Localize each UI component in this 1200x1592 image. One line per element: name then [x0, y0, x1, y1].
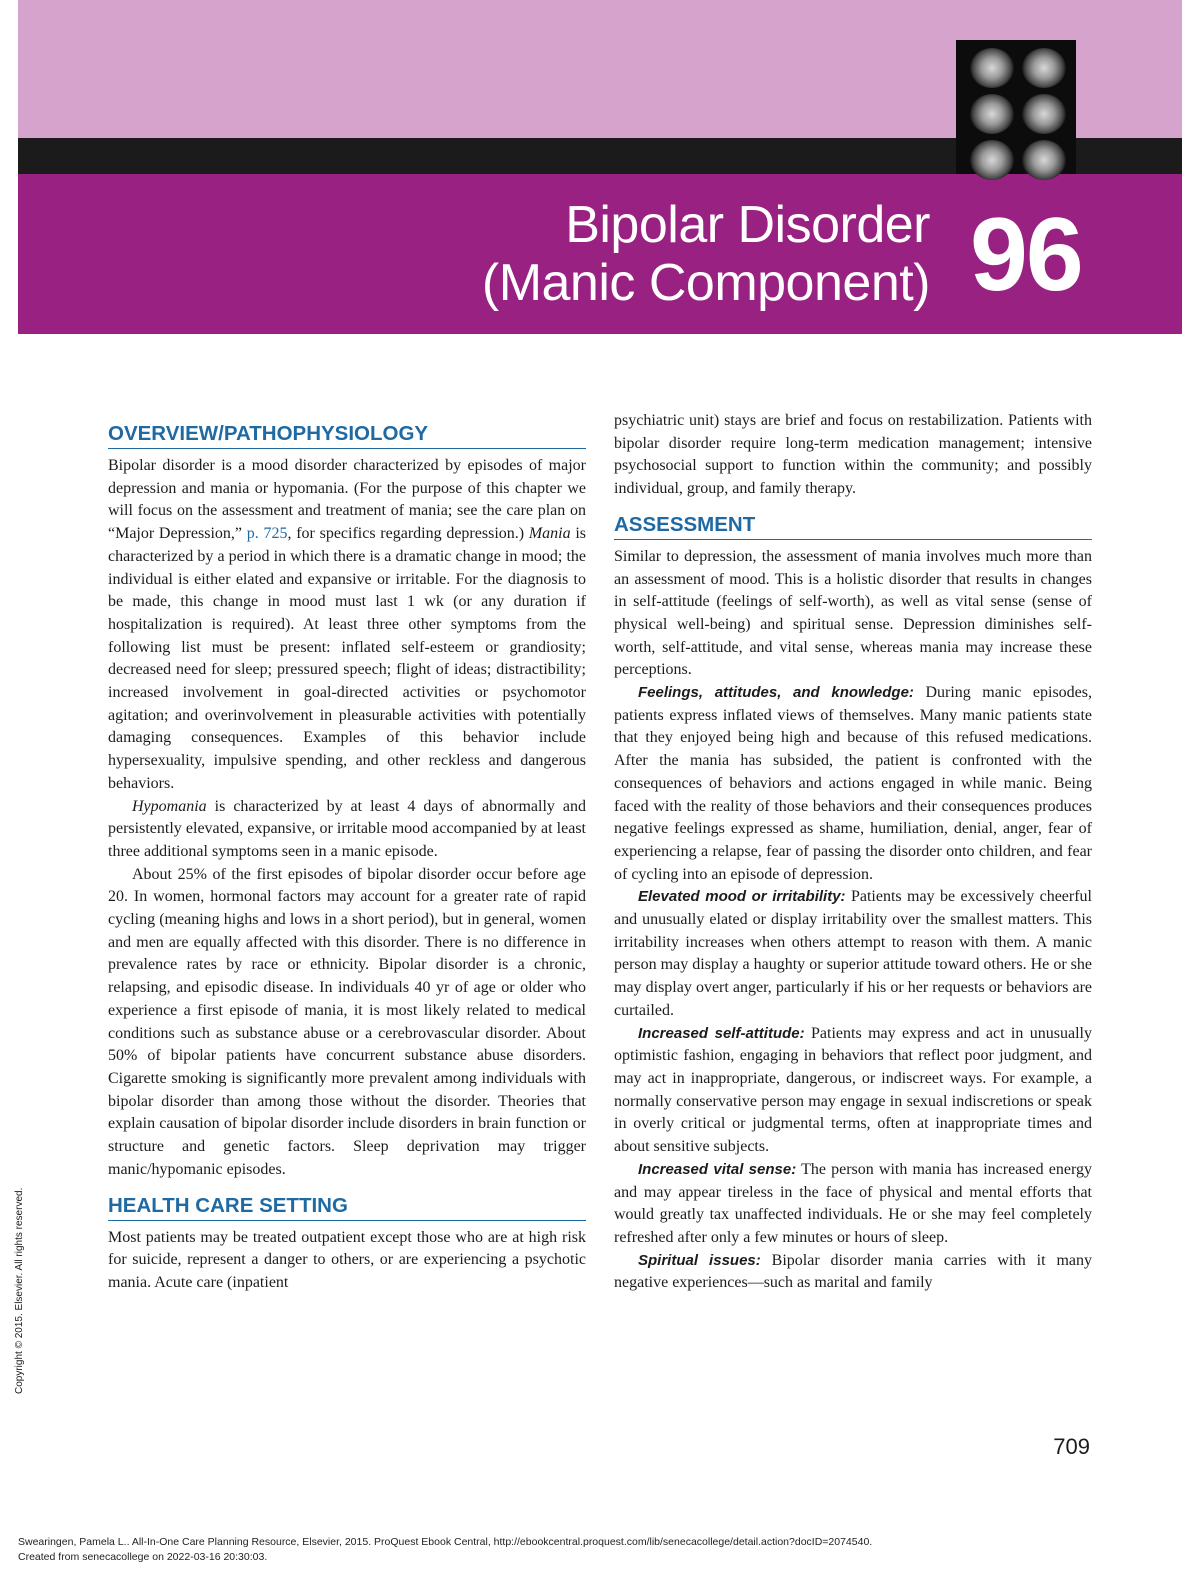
assessment-item: Spiritual issues: Bipolar disorder mania carries with it many negative experiences—such as marital and family [614, 1251, 1093, 1292]
copyright-notice: Copyright © 2015. Elsevier. All rights reserved. [14, 1187, 25, 1394]
overview-heading: OVERVIEW/PATHOPHYSIOLOGY [108, 422, 586, 449]
footer-created: Created from senecacollege on 2022-03-16 20:30:03. [18, 1551, 268, 1563]
assessment-item: Feelings, attitudes, and knowledge: During manic episodes, patients express inflated views of themselves. Many manic patients state that they enjoyed being high and because of this refused medications. After the mania has subsided, the patient is confronted with the consequences of behaviors and actions engaged in while manic. Being faced with the reality of those behaviors and their consequences produces negative feelings expressed as shame, humiliation, denial, anger, fear of experiencing a relapse, fear of passing the disorder onto children, and fear of cycling into an episode of depression. [614, 684, 1092, 883]
right-column [614, 410, 1092, 1295]
chapter-title [482, 196, 930, 312]
page-number: 709 [1053, 1434, 1090, 1459]
health-care-setting-heading: HEALTH CARE SETTING [108, 1194, 586, 1221]
chapter-title-line2: (Manic Component) [481, 254, 930, 312]
assessment-heading: ASSESSMENT [614, 513, 1092, 540]
left-column [108, 422, 586, 1295]
assessment-item: Elevated mood or irritability: Patients may be excessively cheerful and unusually elated or display irritability over the smallest matters. This irritability increases when others attempt to reason with them. A manic person may display a haughty or superior attitude toward others. He or she may display overt anger, particularly if his or her requests or behaviors are curtailed. [614, 888, 1093, 1019]
overview-paragraph-1: Bipolar disorder is a mood disorder characterized by episodes of major depression and mania or hypomania. (For the purpose of this chapter we will focus on the assessment and treatment of mania; see the care plan on “Major Depression,” p. 725, for specifics regarding depression.) Mania is characterized by a period in which there is a dramatic change in mood; the individual is either elated and expansive or irritable. For the diagnosis to be made, this change in mood must last 1 wk (or any duration if hospitalization is required). At least three other symptoms from the following list must be present: inflated self-esteem or grandiosity; decreased need for sleep; pressured speech; flight of ideas; distractibility; increased involvement in goal-directed activities or psychomotor agitation; and overinvolvement in pleasurable activities with potentially damaging consequences. Examples of this behavior include hypersexuality, impulsive spending, and other reckless and dangerous behaviors. [108, 457, 587, 792]
assessment-intro: Similar to depression, the assessment of mania involves much more than an assessment of mood. This is a holistic disorder that results in changes in self-attitude (feelings of self-worth), as well as vital sense (sense of physical well-being) and spiritual sense. Depression diminishes self-worth, self-attitude, and vital sense, whereas mania may increase these perceptions. [614, 547, 1092, 679]
overview-paragraph-3: About 25% of the first episodes of bipolar disorder occur before age 20. In women, hormonal factors may account for a greater rate of rapid cycling (meaning highs and lows in a short period), but in general, women and men are equally affected with this disorder. There is no difference in prevalence rates by race or ethnicity. Bipolar disorder is a chronic, relapsing, and episodic disease. In individuals 40 yr of age or older who experience a first episode of mania, it is most likely related to medical conditions such as substance abuse or a cerebrovascular disorder. About 50% of bipolar patients have concurrent substance abuse disorders. Cigarette smoking is significantly more prevalent among individuals with bipolar disorder than among those without the disorder. Theories that explain causation of bipolar disorder include disorders in brain function or structure and genetic factors. Sleep deprivation may trigger manic/hypomanic episodes. [108, 865, 586, 1178]
assessment-item: Increased vital sense: The person with mania has increased energy and may appear tireless in the face of physical and mental efforts that would greatly tax unaffected individuals. He or she may feel completely refreshed after only a few minutes or hours of sleep. [614, 1160, 1092, 1246]
brain-scan-image [956, 40, 1076, 174]
footer [18, 1535, 872, 1565]
assessment-item: Increased self-attitude: Patients may express and act in unusually optimistic fashion, engaging in behaviors that reflect poor judgment, and may act in inappropriate, dangerous, or indiscreet ways. For example, a normally conservative person may engage in sexual indiscretions or speak in overly critical or judgmental terms, often at inappropriate times and about sensitive subjects. [614, 1024, 1092, 1156]
footer-citation: Swearingen, Pamela L.. All-In-One Care Planning Resource, Elsevier, 2015. ProQuest Ebook Central, http://ebookcentral.proquest.com/lib/senecacollege/detail.action?docID=2074540. [18, 1536, 873, 1548]
chapter-title-line1: Bipolar Disorder [565, 196, 930, 254]
overview-paragraph-2: Hypomania is characterized by at least 4 days of abnormally and persistently elevated, expansive, or irritable mood accompanied by at least three additional symptoms seen in a manic episode. [108, 797, 586, 860]
health-care-setting-paragraph: Most patients may be treated outpatient except those who are at high risk for suicide, represent a danger to others, or are experiencing a psychotic mania. Acute care (inpatient [108, 1228, 586, 1291]
chapter-number: 96 [970, 197, 1082, 313]
health-care-setting-paragraph-cont: psychiatric unit) stays are brief and focus on restabilization. Patients with bipolar disorder require long-term medication management; intensive psychosocial support to function within the community; and possibly individual, group, and family therapy. [614, 412, 1092, 498]
page-reference-link[interactable]: p. 725 [246, 525, 288, 543]
